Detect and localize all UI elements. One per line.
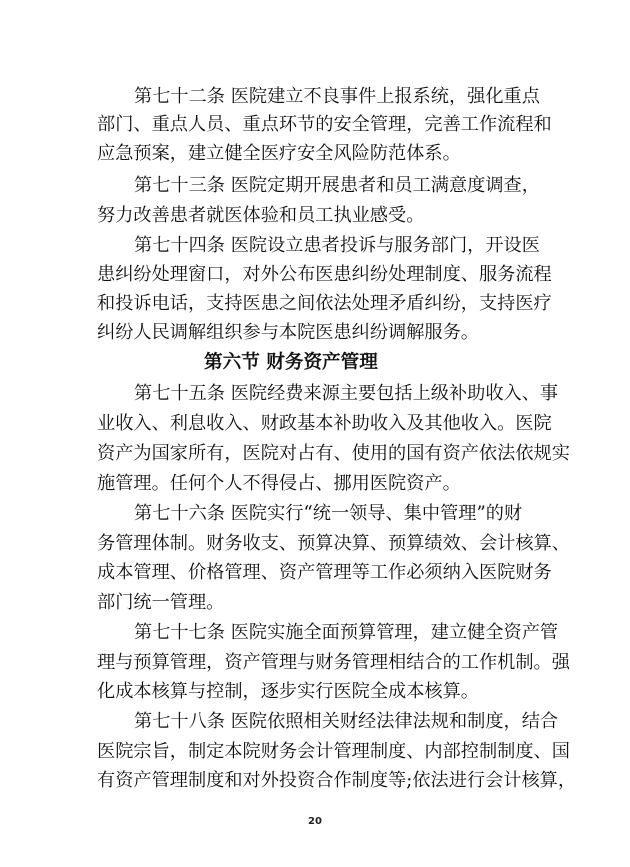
text-line	[0, 439, 630, 469]
text-line	[0, 289, 630, 319]
text-line	[0, 766, 630, 796]
text-line	[0, 231, 630, 261]
line-text: 第七十七条 医院实施全面预算管理，建立健全资产管	[134, 622, 559, 643]
text-line	[0, 618, 630, 648]
text-line	[0, 201, 630, 231]
line-text: 和投诉电话，支持医患之间依法处理矛盾纠纷，支持医疗	[97, 293, 552, 314]
line-text: 理与预算管理，资产管理与财务管理相结合的工作机制。强	[97, 652, 570, 673]
text-line	[0, 737, 630, 767]
line-text: 成本管理、价格管理、资产管理等工作必须纳入医院财务	[97, 562, 552, 583]
line-text: 努力改善患者就医体验和员工执业感受。	[97, 205, 425, 226]
line-text: 施管理。任何个人不得侵占、挪用医院资产。	[97, 473, 461, 494]
line-text: 医院宗旨，制定本院财务会计管理制度、内部控制制度、国	[97, 741, 570, 762]
text-line	[0, 499, 630, 529]
text-line	[0, 677, 630, 707]
line-text: 第七十六条 医院实行“统一领导、集中管理”的财	[134, 503, 523, 524]
line-text: 第七十八条 医院依照相关财经法律法规和制度，结合	[134, 711, 559, 732]
line-text: 务管理体制。财务收支、预算决算、预算绩效、会计核算、	[97, 533, 570, 554]
line-text: 资产为国家所有，医院对占有、使用的国有资产依法依规实	[97, 443, 570, 464]
text-line	[0, 260, 630, 290]
text-line	[0, 409, 630, 439]
text-line	[0, 648, 630, 678]
line-text: 部门、重点人员、重点环节的安全管理，完善工作流程和	[97, 114, 552, 135]
line-text: 部门统一管理。	[97, 592, 225, 613]
text-line	[0, 588, 630, 618]
line-text: 化成本核算与控制，逐步实行医院全成本核算。	[97, 681, 479, 702]
line-text: 第七十二条 医院建立不良事件上报系统，强化重点	[134, 86, 540, 107]
text-line	[0, 139, 630, 169]
line-text: 患纠纷处理窗口，对外公布医患纠纷处理制度、服务流程	[97, 264, 552, 285]
line-text: 第七十四条 医院设立患者投诉与服务部门，开设医	[134, 235, 540, 256]
page-number: 20	[308, 816, 322, 827]
text-line	[0, 110, 630, 140]
line-text: 纠纷人民调解组织参与本院医患纠纷调解服务。	[97, 322, 479, 343]
line-text: 业收入、利息收入、财政基本补助收入及其他收入。医院	[97, 413, 552, 434]
line-text: 应急预案，建立健全医疗安全风险防范体系。	[97, 143, 461, 164]
text-line	[0, 379, 630, 409]
text-line	[0, 469, 630, 499]
text-line	[0, 707, 630, 737]
text-line	[0, 529, 630, 559]
text-line	[0, 171, 630, 201]
text-line	[0, 318, 630, 348]
line-text: 第七十五条 医院经费来源主要包括上级补助收入、事	[134, 383, 559, 404]
text-line	[0, 82, 630, 112]
line-text: 有资产管理制度和对外投资合作制度等;依法进行会计核算，	[97, 770, 577, 791]
text-line	[0, 558, 630, 588]
section-heading-text: 第六节 财务资产管理	[204, 352, 378, 373]
section-heading	[0, 348, 630, 378]
line-text: 第七十三条 医院定期开展患者和员工满意度调查，	[134, 175, 540, 196]
